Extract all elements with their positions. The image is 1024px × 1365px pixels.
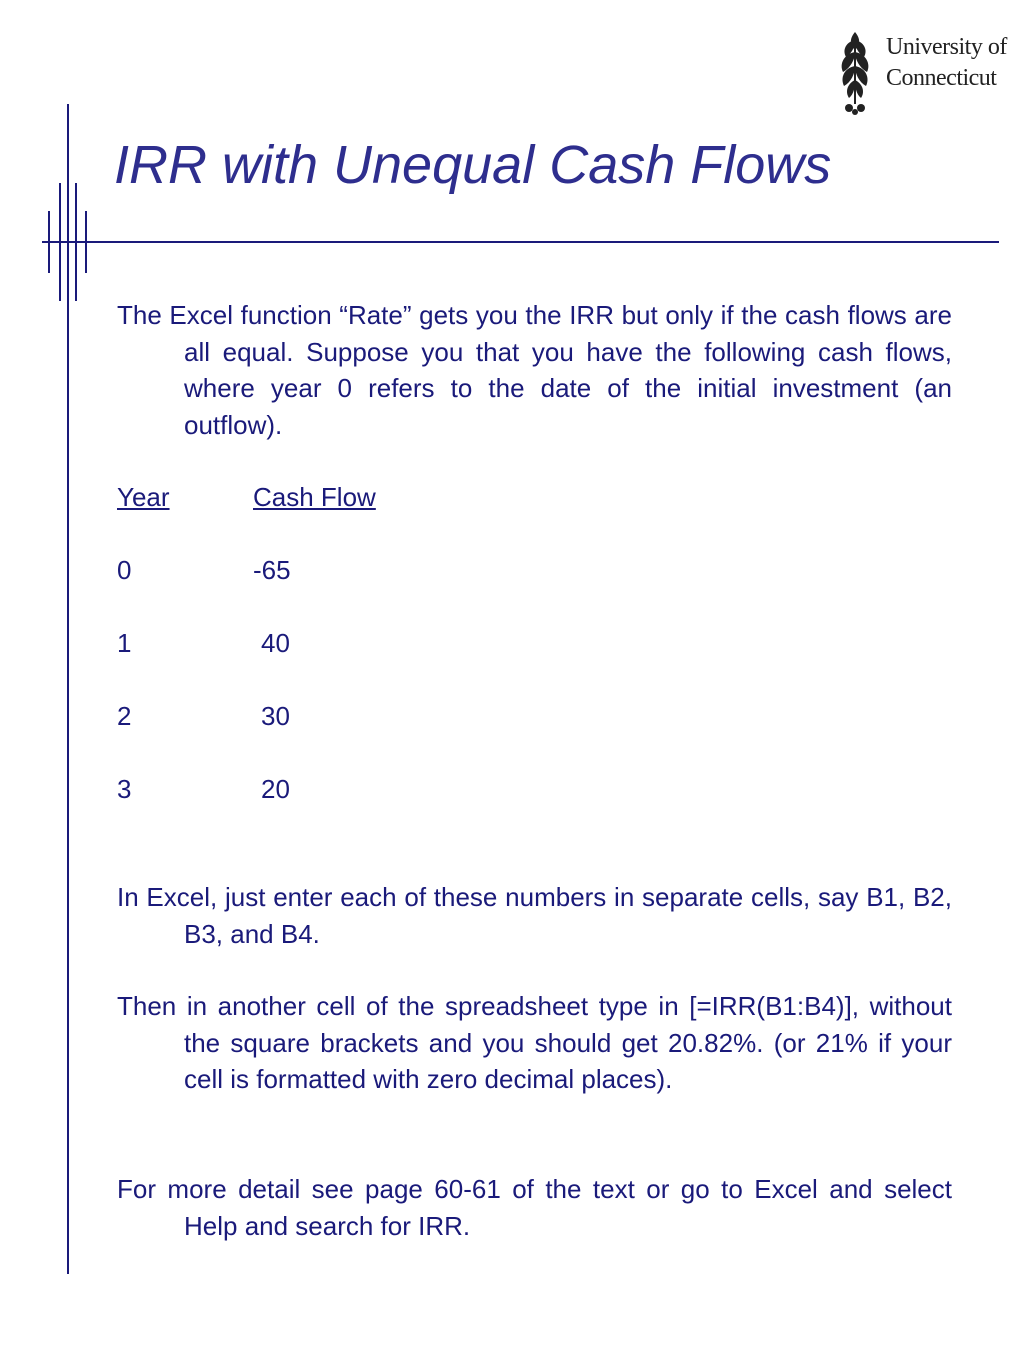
- slide-title: IRR with Unequal Cash Flows: [114, 135, 832, 195]
- cash-flow-cell: 30: [261, 701, 290, 731]
- more-detail-paragraph: For more detail see page 60-61 of the text or go to Excel and select Help and search for IRR.: [117, 1174, 952, 1241]
- excel-entry-paragraph: In Excel, just enter each of these numbers in separate cells, say B1, B2, B3, and B4.: [117, 882, 952, 949]
- year-cell: 1: [117, 628, 132, 658]
- oak-leaf-icon: [834, 30, 876, 118]
- cash-flow-cell: 20: [261, 774, 290, 804]
- title-underline-rule: [42, 241, 999, 243]
- year-header: Year: [117, 482, 170, 512]
- cash-flow-header: Cash Flow: [253, 482, 376, 512]
- cash-flow-cell: 40: [261, 628, 290, 658]
- logo-wordmark: [886, 32, 1007, 94]
- irr-formula-paragraph: Then in another cell of the spreadsheet type in [=IRR(B1:B4)], without the square brackets and you should get 20.82%. (or 21% if your cell is formatted with zero decimal places).: [117, 991, 952, 1094]
- year-cell: 0: [117, 555, 132, 585]
- university-logo: [834, 30, 1007, 118]
- left-vertical-rule: [67, 104, 69, 1274]
- year-cell: 3: [117, 774, 132, 804]
- logo-line-1: University of: [886, 34, 1007, 60]
- year-cell: 2: [117, 701, 132, 731]
- intro-paragraph: The Excel function “Rate” gets you the IRR but only if the cash flows are all equal. Suppose you that you have the following cash flows, where year 0 refers to the date of the initial investment (an outflow).: [117, 300, 952, 440]
- cash-flow-cell: -65: [253, 555, 291, 585]
- logo-line-2: Connecticut: [886, 65, 997, 91]
